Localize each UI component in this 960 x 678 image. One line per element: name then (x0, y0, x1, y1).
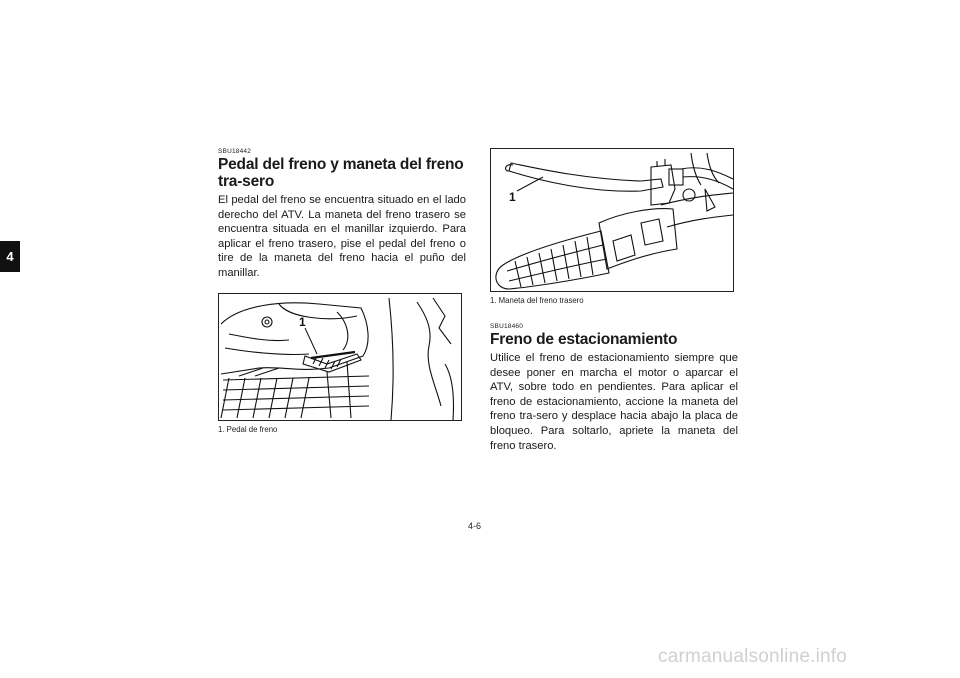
right-column (490, 148, 738, 453)
section-code: SBU18460 (490, 323, 524, 330)
section-heading: Pedal del freno y maneta del freno tra-sero (218, 156, 464, 190)
section-body: El pedal del freno se encuentra situado en el lado derecho del ATV. La maneta del freno trasero se encuentra situada en el manillar izquierdo. Para aplicar el freno trasero, pise el pedal del freno o tire de la maneta del freno hacia el puño del manillar. (218, 194, 466, 279)
brake-pedal-figure (218, 293, 462, 421)
figure-caption: 1. Pedal de freno (218, 424, 278, 434)
left-column (218, 148, 466, 434)
watermark-text: carmanualsonline.info (658, 646, 848, 667)
brake-lever-figure (490, 148, 734, 292)
section-code: SBU18442 (218, 148, 252, 155)
brake-pedal-illustration (219, 294, 461, 420)
lever-callout-number: 1 (509, 190, 516, 204)
page-number: 4-6 (468, 521, 482, 531)
figure-caption: 1. Maneta del freno trasero (490, 296, 584, 305)
section-body: Utilice el freno de estacionamiento siempre que desee poner en marcha el motor o aparcar el ATV, sobre todo en pendientes. Para aplicar el freno de estacionamiento, accione la maneta del freno tra-sero y desplace hacia abajo la placa de bloqueo. Para soltarlo, apriete la maneta del freno trasero. (490, 352, 738, 452)
chapter-tab: 4 (0, 241, 20, 272)
section-heading: Freno de estacionamiento (490, 331, 678, 348)
pedal-callout-number: 1 (299, 314, 306, 329)
brake-lever-illustration (491, 149, 733, 291)
